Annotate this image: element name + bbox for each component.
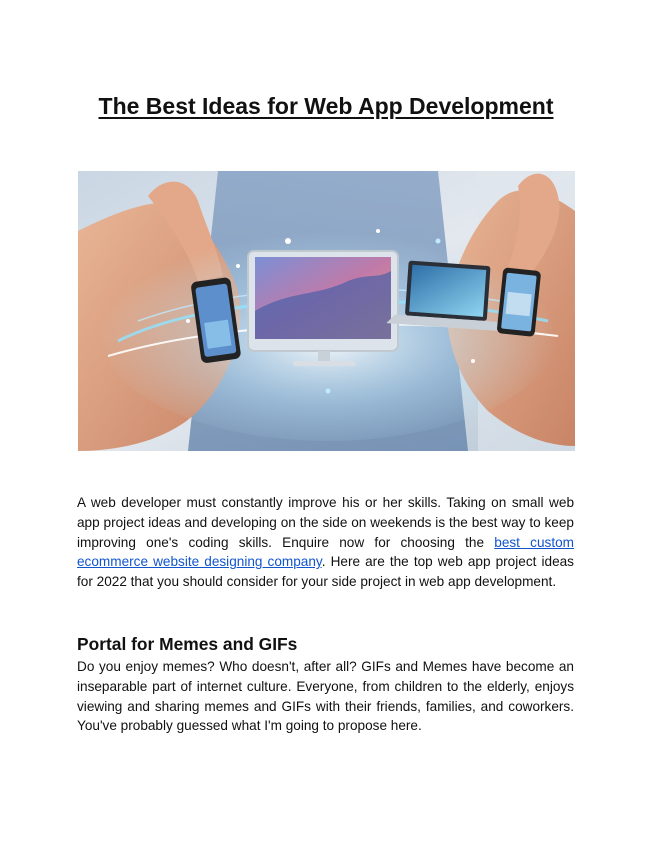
ecommerce-company-link[interactable]: best custom ecommerce website designing company <box>77 534 574 570</box>
hero-image <box>78 171 575 451</box>
intro-text-before-link: A web developer must constantly improve his or her skills. Taking on small web app project ideas and developing on the side on weekends is the best way to keep improving one's coding skills. Enquire now for choosing the <box>77 495 574 550</box>
intro-text-after-link: . Here are the top web app project ideas for 2022 that you should consider for your side project in web app development. <box>77 554 574 590</box>
section-heading: Portal for Memes and GIFs <box>77 634 298 654</box>
intro-paragraph <box>77 493 574 592</box>
hero-illustration <box>78 171 575 451</box>
page-title: The Best Ideas for Web App Development <box>98 93 554 119</box>
section-body: Do you enjoy memes? Who doesn't, after all? GIFs and Memes have become an inseparable part of internet culture. Everyone, from children to the elderly, enjoys viewing and sharing memes and GIFs with their friends, families, and coworkers. You've probably guessed what I'm going to propose here. <box>77 659 574 734</box>
